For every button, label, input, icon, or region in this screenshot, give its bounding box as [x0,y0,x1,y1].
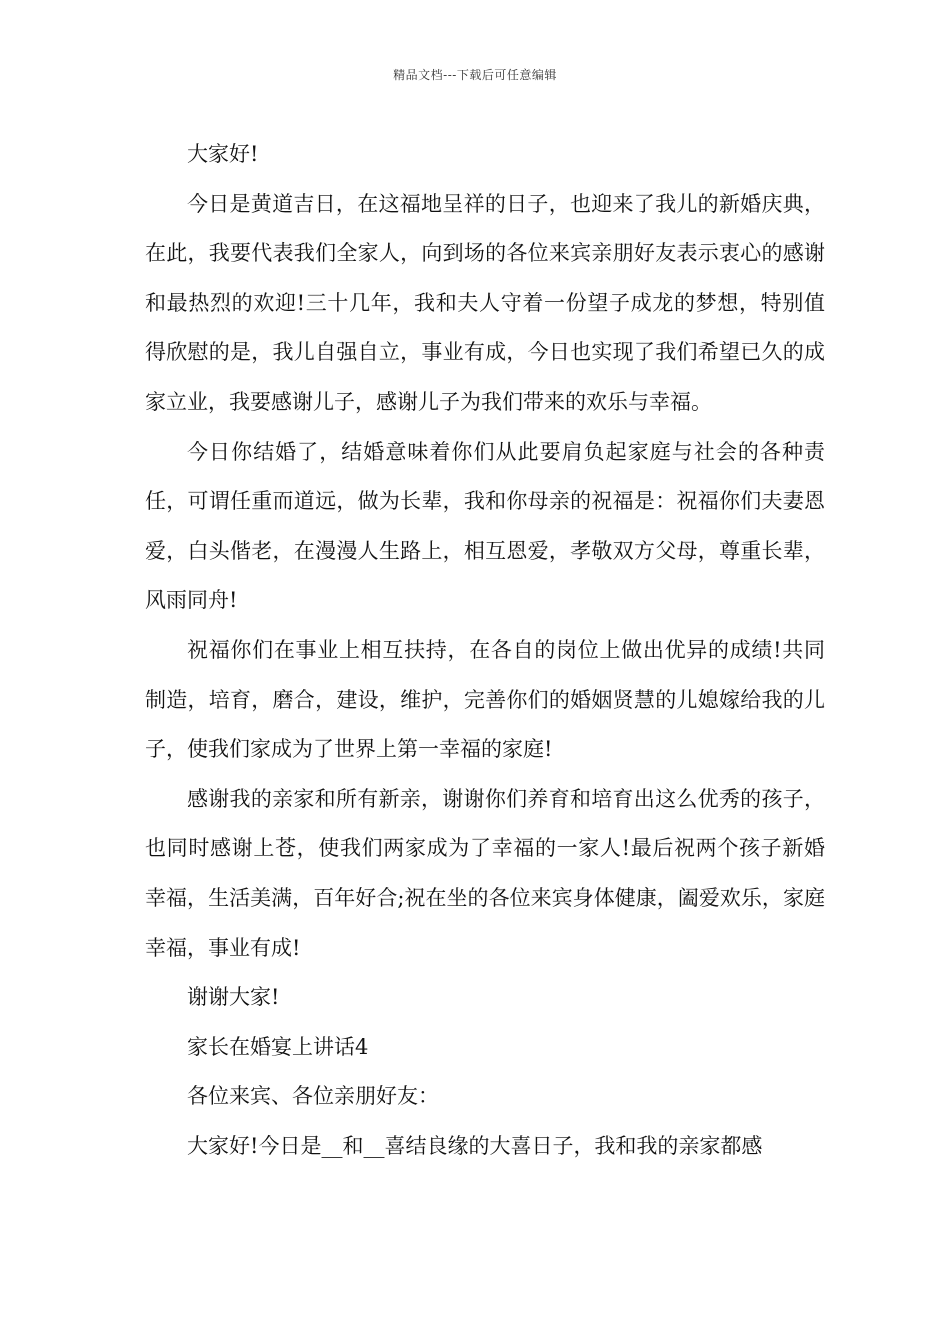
paragraph-salutation: 各位来宾、各位亲朋好友： [187,1084,439,1109]
paragraph-thank-you: 谢谢大家! [187,985,280,1010]
paragraph-career: 祝福你们在事业上相互扶持，在各自的岗位上做出优异的成绩!共同制造，培育，磨合，建设，维护，完善你们的婚姻贤慧的儿媳嫁给我的儿子，使我们家成为了世界上第一幸福的家庭! [145,637,825,762]
page-header: 精品文档---下载后可任意编辑 [393,68,557,82]
paragraph-opening: 今日是黄道吉日，在这福地呈祥的日子，也迎来了我儿的新婚庆典，在此，我要代表我们全家人，向到场的各位来宾亲朋好友表示衷心的感谢和最热烈的欢迎!三十几年，我和夫人守着一份望子成龙的梦想，特别值得欣慰的是，我儿自强自立，事业有成，今日也实现了我们希望已久的成家立业，我要感谢儿子，感谢儿子为我们带来的欢乐与幸福。 [145,191,825,414]
paragraph-continued: 大家好!今日是__和__喜结良缘的大喜日子，我和我的亲家都感 [187,1133,763,1158]
paragraph-blessing: 今日你结婚了，结婚意味着你们从此要肩负起家庭与社会的各种责任，可谓任重而道远，做为长辈，我和你母亲的祝福是：祝福你们夫妻恩爱，白头偕老，在漫漫人生路上，相互恩爱，孝敬双方父母，尊重长辈，风雨同舟! [145,439,825,613]
document-body [145,130,825,1171]
section-title: 家长在婚宴上讲话4 [187,1034,369,1059]
paragraph-greeting: 大家好! [187,142,259,166]
paragraph-thanks-inlaws: 感谢我的亲家和所有新亲，谢谢你们养育和培育出这么优秀的孩子，也同时感谢上苍，使我们两家成为了幸福的一家人!最后祝两个孩子新婚幸福，生活美满，百年好合;祝在坐的各位来宾身体健康，阖爱欢乐，家庭幸福，事业有成! [145,786,825,960]
